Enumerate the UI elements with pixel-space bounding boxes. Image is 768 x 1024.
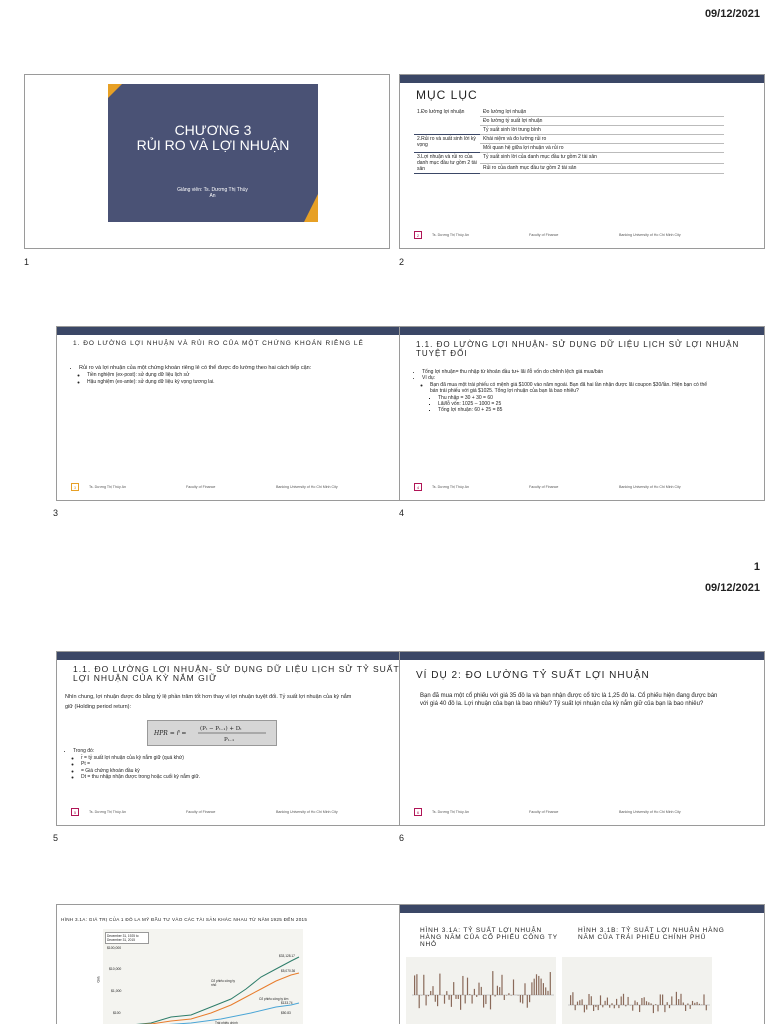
return-bar <box>439 974 440 995</box>
return-bar <box>444 995 445 1004</box>
return-bar <box>634 1001 635 1005</box>
svg-text:Pₜ₋₁: Pₜ₋₁ <box>224 737 235 743</box>
slide-body <box>65 748 355 781</box>
return-bar <box>416 974 417 995</box>
return-bar <box>437 995 438 1006</box>
return-bar <box>534 979 535 995</box>
slide-footer <box>414 232 754 242</box>
slide-top-bar <box>57 327 421 335</box>
return-bar <box>605 1001 606 1005</box>
def-line: ◦ Pt = <box>81 761 355 768</box>
return-bar <box>432 986 433 995</box>
ytick-label: $100 <box>113 1011 121 1015</box>
return-bar <box>625 1005 626 1006</box>
calc-line: ▪ Tổng lợi nhuận: 60 + 25 = 85 <box>438 407 714 413</box>
slide-footer-number: 2 <box>414 231 422 239</box>
return-bar <box>653 1005 654 1013</box>
return-bar <box>687 1003 688 1005</box>
return-bar <box>492 971 493 995</box>
return-bar <box>495 995 496 997</box>
return-bar <box>478 983 479 995</box>
return-bar <box>628 997 629 1005</box>
return-bar <box>685 1005 686 1011</box>
return-bar <box>423 975 424 995</box>
formula-graphic <box>148 721 276 745</box>
series-label: Trái phiếu chính <box>215 1021 238 1024</box>
slide-4 <box>399 326 765 501</box>
return-bar <box>598 1005 599 1010</box>
return-bar <box>600 995 601 1005</box>
toc-item: Mối quan hệ giữa lợi nhuận và rủi ro <box>480 144 724 153</box>
slide-5 <box>56 651 422 826</box>
return-bar <box>504 995 505 1000</box>
slide-body <box>71 365 341 386</box>
return-bar <box>550 972 551 995</box>
svg-text:HPR = r̄ =: HPR = r̄ = <box>154 730 187 737</box>
return-bar <box>547 991 548 995</box>
small-stock-returns-chart <box>406 957 556 1024</box>
toc-item: Khái niệm và đo lường rủi ro <box>480 135 724 144</box>
return-bar <box>621 996 622 1005</box>
return-bar <box>453 982 454 995</box>
corner-accent-bottom <box>304 194 318 222</box>
series-end-value: $33,128.17 <box>279 954 295 958</box>
slide-6 <box>399 651 765 826</box>
return-bar <box>499 987 500 995</box>
footer-faculty: Faculty of Finance <box>529 810 559 814</box>
slide-number: 4 <box>399 508 405 518</box>
footer-university: Banking University of Ho Chi Minh City <box>619 485 681 489</box>
return-bar <box>472 995 473 1004</box>
footer-university: Banking University of Ho Chi Minh City <box>619 233 681 237</box>
slide-3 <box>56 326 422 501</box>
slide-top-bar <box>400 905 764 913</box>
sub-bullet: ◦ Hậu nghiệm (ex-ante): sử dụng dữ liệu kỳ vọng tương lai. <box>87 379 341 386</box>
slide-number: 5 <box>53 833 59 843</box>
slide-8 <box>399 904 765 1024</box>
return-bar <box>414 975 415 995</box>
footer-faculty: Faculty of Finance <box>529 485 559 489</box>
toc-row <box>414 108 724 117</box>
footer-university: Banking University of Ho Chi Minh City <box>276 810 338 814</box>
example-text: ◦ Bạn đã mua một trái phiếu có mệnh giá $1000 vào năm ngoái. Bạn đã hai lần nhận được lãi coupon $30/lần. Hiện bạn có thể bán trái phiếu với giá $1025. Tổng lợi nhuận của bạn là bao nhiêu? <box>430 382 714 395</box>
toc-item: Tỷ suất sinh lời trung bình <box>480 126 724 135</box>
series-label: Cổ phiếu công ty nhỏ <box>211 979 235 987</box>
return-bar <box>513 979 514 995</box>
return-bar <box>651 1003 652 1005</box>
toc-item: Tỷ suất sinh lời của danh mục đầu tư gồm 2 tài sản <box>480 153 724 164</box>
title-panel <box>108 84 318 222</box>
return-bar <box>694 1003 695 1005</box>
return-bar <box>536 974 537 995</box>
slide-footer <box>414 809 754 819</box>
series-end-value: $133.74 <box>281 1001 293 1005</box>
return-bar <box>644 997 645 1005</box>
return-bar <box>451 995 452 1007</box>
return-bar <box>531 982 532 995</box>
chart-ylabel: Giá <box>95 976 101 983</box>
toc-row <box>414 135 724 144</box>
slide-number: 1 <box>24 257 30 267</box>
slide-1 <box>24 74 390 249</box>
return-bar <box>609 1005 610 1008</box>
gov-bond-returns-chart <box>562 957 712 1024</box>
toc-section: 3.Lợi nhuận và rủi ro của danh mục đầu tư gồm 2 tài sản <box>414 153 480 174</box>
return-bar <box>538 976 539 995</box>
return-bar <box>683 1002 684 1005</box>
slide-footer-number: 6 <box>414 808 422 816</box>
slide-footer-number: 3 <box>71 483 79 491</box>
return-bar <box>462 976 463 995</box>
svg-text:(Pₜ − Pₜ₋₁) + Dₜ: (Pₜ − Pₜ₋₁) + Dₜ <box>200 726 242 732</box>
return-bar <box>660 994 661 1005</box>
bullet: • Rủi ro và lợi nhuận của một chứng khoán riêng lẻ có thể được đo lường theo hai cách tiếp cận: <box>79 365 341 372</box>
return-bar <box>467 978 468 995</box>
return-bar <box>545 987 546 995</box>
return-bar <box>430 991 431 995</box>
page-number: 1 <box>753 561 760 573</box>
return-bar <box>595 1005 596 1007</box>
series-end-value: $5,070.36 <box>281 969 296 973</box>
slide-number: 3 <box>53 508 59 518</box>
return-bar <box>618 1005 619 1008</box>
bullet: • Trong đó: <box>73 748 355 755</box>
toc-table <box>414 108 724 174</box>
slide-number: 2 <box>399 257 405 267</box>
slide-top-bar <box>57 652 421 660</box>
bullet: • Tổng lợi nhuận= thu nhập từ khoản đầu tư+ lãi /lỗ vốn do chênh lệch giá mua/bán <box>422 369 714 375</box>
return-bar <box>669 1005 670 1008</box>
return-bar <box>591 996 592 1005</box>
return-bar <box>458 995 459 999</box>
return-bar <box>648 1002 649 1005</box>
return-bar <box>543 983 544 995</box>
slide-title: CHƯƠNG 3 RỦI RO VÀ LỢI NHUẬN <box>136 122 290 153</box>
return-bar <box>664 1005 665 1012</box>
slide-footer-number: 4 <box>414 483 422 491</box>
slide-footer <box>414 484 754 494</box>
lecturer-line: Giảng viên: Ts. Dương Thị Thùy An <box>177 187 248 199</box>
return-bar <box>497 986 498 995</box>
return-bar <box>646 1001 647 1005</box>
calc-line: ▪ Thu nhập = 30 + 30 = 60 <box>438 395 714 401</box>
page-date-mid: 09/12/2021 <box>704 582 760 594</box>
return-bar <box>435 995 436 1002</box>
return-bar <box>490 995 491 1009</box>
sub-bullet: ◦ Tiền nghiệm (ex-post): sử dụng dữ liệu lịch sử <box>87 372 341 379</box>
return-bar <box>419 995 420 1008</box>
toc-item: Đo lường tỷ suất lợi nhuận <box>480 117 724 126</box>
return-bar <box>481 987 482 995</box>
return-bar <box>657 1005 658 1011</box>
toc-item: Rủi ro của danh mục đầu tư gồm 2 tài sản <box>480 163 724 174</box>
return-bar <box>637 1002 638 1005</box>
return-bar <box>579 1000 580 1005</box>
return-bar <box>586 1005 587 1010</box>
calc-line: ▪ Lãi/lỗ vốn: 1025 – 1000 = 25 <box>438 401 714 407</box>
return-bar <box>662 995 663 1005</box>
footer-author: Ts. Dương Thị Thùy An <box>432 485 469 489</box>
footer-author: Ts. Dương Thị Thùy An <box>89 485 126 489</box>
return-bar <box>476 995 477 997</box>
return-bar <box>582 999 583 1005</box>
return-bar <box>588 994 589 1005</box>
footer-author: Ts. Dương Thị Thùy An <box>432 233 469 237</box>
ytick-label: $100,000 <box>107 946 122 950</box>
footer-university: Banking University of Ho Chi Minh City <box>619 810 681 814</box>
slide-body <box>414 369 714 414</box>
return-bar <box>485 995 486 1004</box>
return-bar <box>465 995 466 1003</box>
return-bar <box>508 993 509 995</box>
return-bar <box>428 995 429 996</box>
hpr-formula <box>147 720 277 746</box>
return-bar <box>522 995 523 1004</box>
slide-title: 1.1. ĐO LƯỜNG LỢI NHUẬN- SỬ DỤNG DỮ LIỆU LỊCH SỬ TỶ SUẤT LỢI NHUẬN CỦA KỲ NẮM GIỮ <box>73 664 400 683</box>
example-text: Bạn đã mua một cổ phiếu với giá 35 đô la và bạn nhận được cổ tức là 1,25 đô la. Cổ phiếu hiện đang được bán với giá 40 đô la. Lợi nhuận của bạn là bao nhiêu? Tỷ suất lợi nhuận của kỳ nắm giữ của bạn là bao nhiêu? <box>420 693 718 707</box>
ytick-label: $10,000 <box>109 967 122 971</box>
return-bar <box>697 1002 698 1005</box>
chart-date-box: December 31, 1925 to December 31, 2015 <box>105 932 149 944</box>
series-small-stocks-line <box>131 957 299 1024</box>
return-bar <box>455 995 456 999</box>
def-line: ◦ Dt = thu nhập nhận được trong hoặc cuối kỳ nắm giữ. <box>81 774 355 781</box>
return-bar <box>614 1005 615 1008</box>
footer-author: Ts. Dương Thị Thùy An <box>432 810 469 814</box>
footer-faculty: Faculty of Finance <box>186 485 216 489</box>
return-bar <box>632 1005 633 1011</box>
return-bar <box>602 1005 603 1007</box>
toc-section: 2.Rủi ro và suất sinh lời kỳ vọng <box>414 135 480 153</box>
return-bar <box>676 992 677 1005</box>
return-bar <box>699 1004 700 1005</box>
series-label: Cổ phiếu công ty lớn <box>259 997 289 1001</box>
return-bar <box>577 1002 578 1005</box>
return-bar <box>607 998 608 1005</box>
slide-title: MỤC LỤC <box>416 88 478 102</box>
footer-faculty: Faculty of Finance <box>529 233 559 237</box>
slide-title: VÍ DỤ 2: ĐO LƯỜNG TỶ SUẤT LỢI NHUẬN <box>416 670 650 681</box>
return-bar <box>584 1005 585 1012</box>
return-bar <box>529 995 530 1002</box>
left-figure-title: HÌNH 3.1A: TỶ SUẤT LỢI NHUẬN HÀNG NĂM CỦA CỔ PHIẾU CÔNG TY NHỎ <box>420 927 558 948</box>
return-bar <box>572 992 573 1005</box>
corner-accent-top <box>108 84 122 98</box>
return-bar <box>501 975 502 995</box>
footer-faculty: Faculty of Finance <box>186 810 216 814</box>
footer-author: Ts. Dương Thị Thùy An <box>89 810 126 814</box>
return-bar <box>575 1005 576 1010</box>
slide-title: HÌNH 3.1A: GIÁ TRỊ CỦA 1 ĐÔ LA MỸ ĐẦU TƯ VÀO CÁC TÀI SẢN KHÁC NHAU TỪ NĂM 1925 ĐẾN 2015 <box>61 917 308 922</box>
return-bar <box>703 994 704 1005</box>
return-bar <box>474 989 475 995</box>
return-bar <box>639 1005 640 1012</box>
return-bar <box>524 983 525 995</box>
return-bar <box>460 995 461 1010</box>
return-bar <box>692 1001 693 1005</box>
return-bar <box>469 994 470 995</box>
return-bar <box>706 1005 707 1010</box>
right-figure-title: HÌNH 3.1B: TỶ SUẤT LỢI NHUẬN HÀNG NĂM CỦA TRÁI PHIẾU CHÍNH PHỦ <box>578 927 725 941</box>
toc-item: Đo lường lợi nhuận <box>480 108 724 117</box>
return-bar <box>655 1004 656 1005</box>
def-line: ◦ = Giá chứng khoán đầu kỳ <box>81 768 355 775</box>
series-end-value: $50.83 <box>281 1011 291 1015</box>
return-bar <box>426 995 427 1005</box>
slide-title: 1. ĐO LƯỜNG LỢI NHUẬN VÀ RỦI RO CỦA MỘT CHỨNG KHOÁN RIÊNG LẺ <box>73 340 364 347</box>
slide-top-bar <box>400 75 764 83</box>
ytick-label: $1,000 <box>111 989 122 993</box>
def-line: ◦ r̄ = tỷ suất lợi nhuận của kỳ nắm giữ (quá khứ) <box>81 755 355 762</box>
return-bar <box>690 1005 691 1009</box>
return-bar <box>623 994 624 1005</box>
bullet: • Ví dụ: <box>422 375 714 381</box>
slide-footer <box>71 484 411 494</box>
return-bar <box>570 995 571 1005</box>
return-bar <box>527 995 528 1008</box>
return-bar <box>449 995 450 1000</box>
page-date-top: 09/12/2021 <box>704 8 760 20</box>
return-bar <box>541 979 542 995</box>
return-bar <box>520 995 521 1002</box>
return-bar <box>641 998 642 1005</box>
return-bar <box>593 1005 594 1011</box>
return-bar <box>671 996 672 1005</box>
return-bar <box>678 999 679 1005</box>
slide-top-bar <box>400 652 764 660</box>
toc-section: 1.Đo lường lợi nhuận <box>414 108 480 135</box>
return-bar <box>680 994 681 1005</box>
intro-text: Nhìn chung, lợi nhuận được đo bằng tỷ lệ phần trăm tốt hơn thay vì lợi nhuận tuyệt đối. Tỷ suất lợi nhuận của kỳ nắm giữ (Holding period return): <box>65 694 352 710</box>
return-bar <box>611 1003 612 1005</box>
toc-row <box>414 153 724 164</box>
footer-university: Banking University of Ho Chi Minh City <box>276 485 338 489</box>
slide-7 <box>56 904 422 1024</box>
slide-top-bar <box>400 327 764 335</box>
slide-2 <box>399 74 765 249</box>
slide-footer-number: 5 <box>71 808 79 816</box>
slide-title: 1.1. ĐO LƯỜNG LỢI NHUẬN- SỬ DỤNG DỮ LIỆU LỊCH SỬ LỢI NHUẬN TUYỆT ĐỐI <box>416 340 740 358</box>
return-bar <box>616 999 617 1005</box>
return-bar <box>667 1002 668 1005</box>
return-bar <box>446 991 447 995</box>
chart-panel <box>95 929 303 1024</box>
return-bar <box>483 995 484 1008</box>
slide-footer <box>71 809 411 819</box>
slide-number: 6 <box>399 833 405 843</box>
